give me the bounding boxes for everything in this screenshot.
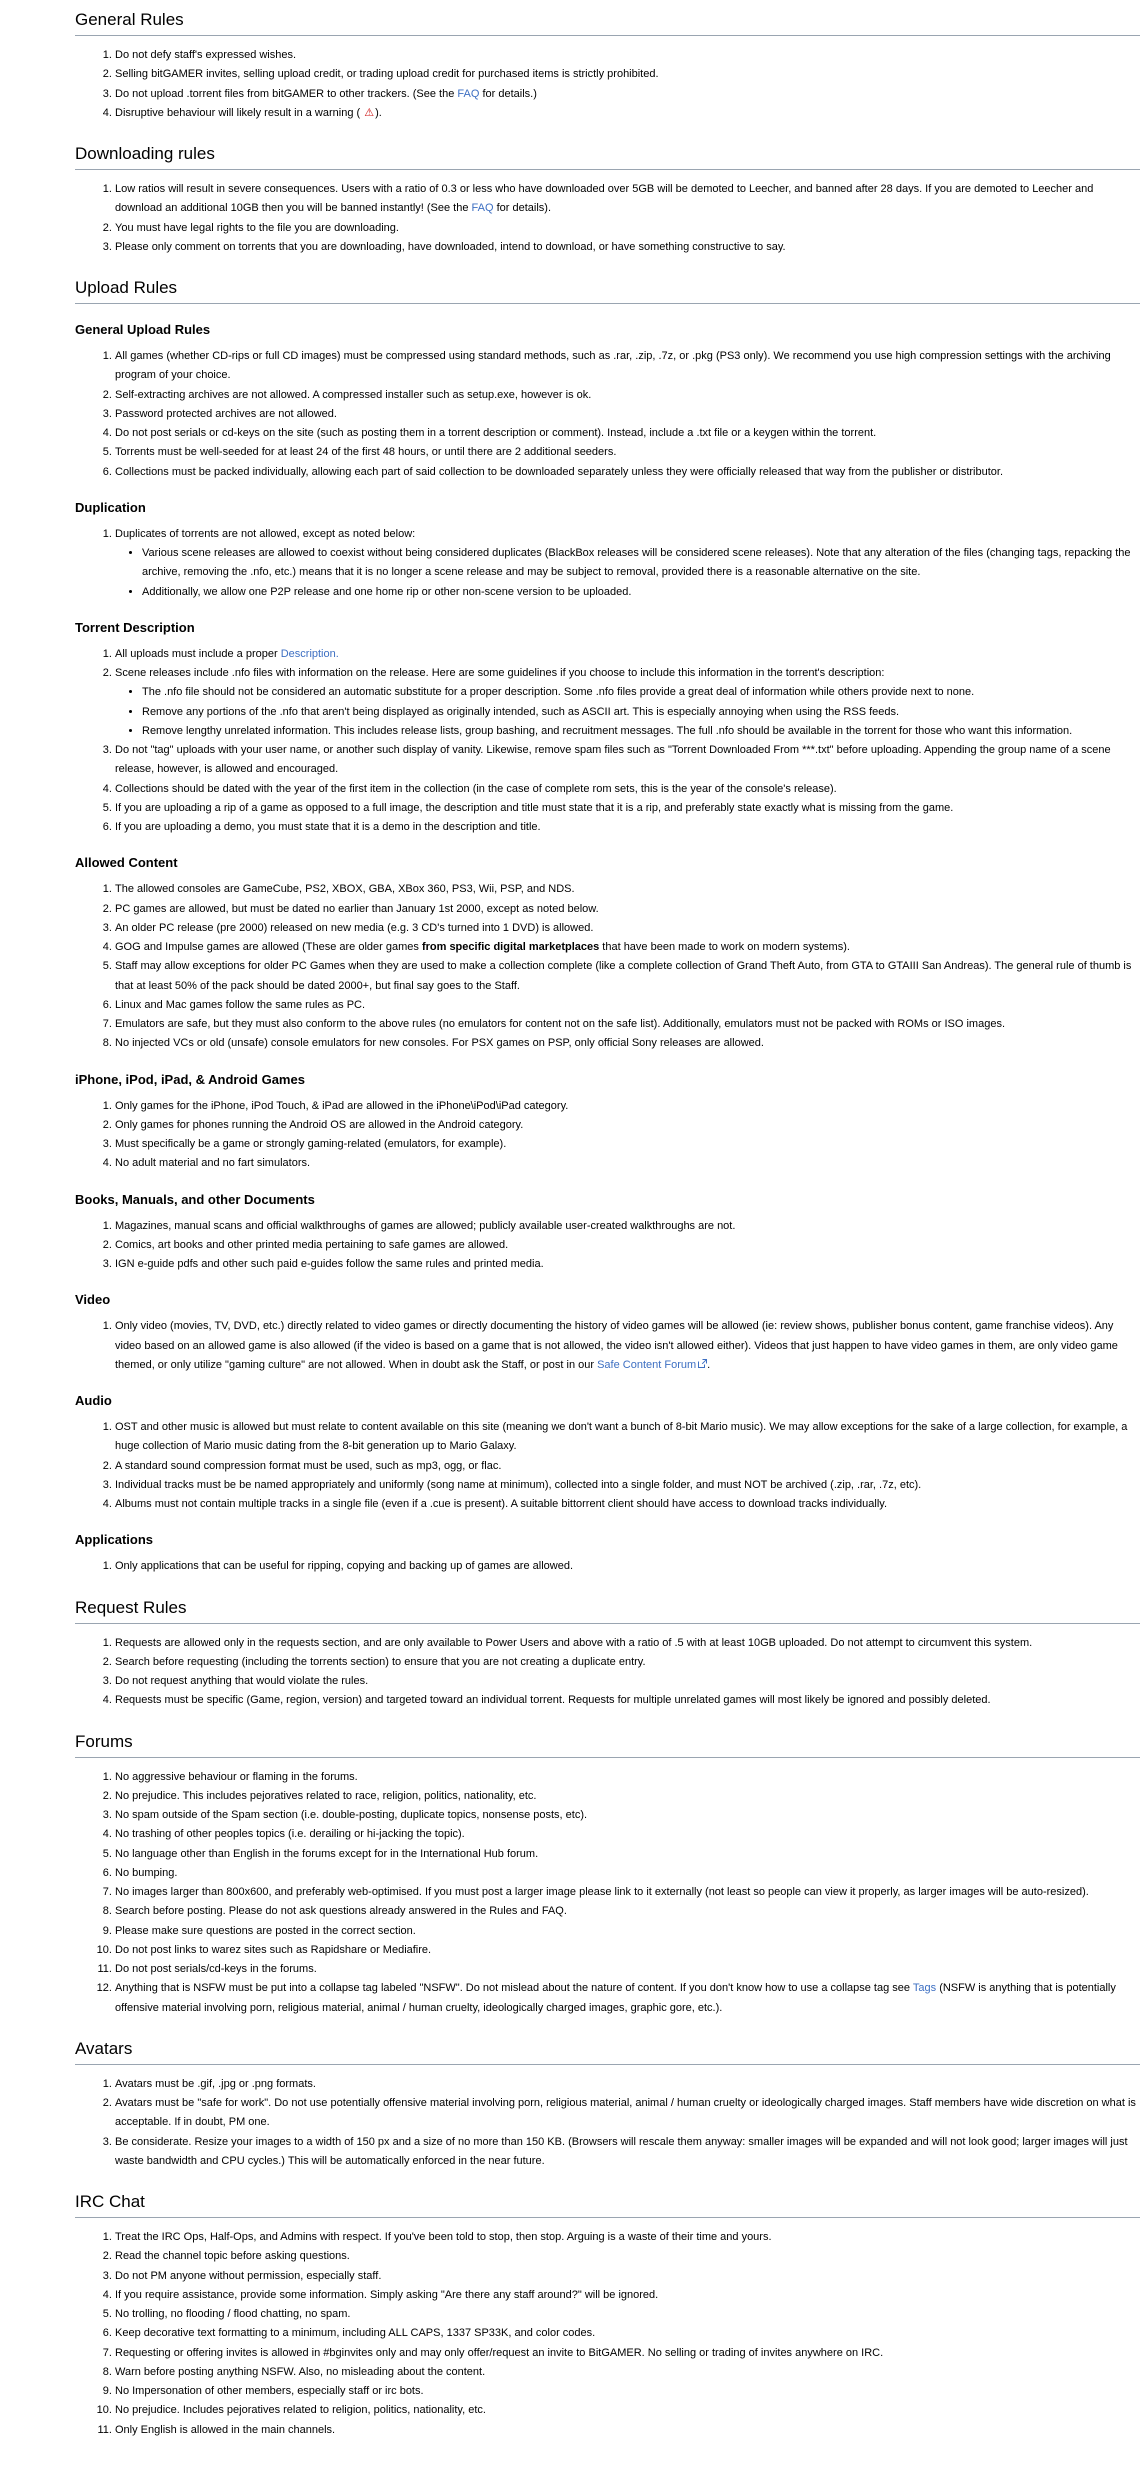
text-segment: Do not "tag" uploads with your user name, or another such display of vanity. Likewise, remove spam files such as "Torrent Downloaded From ***.txt" before uploading. Appending the group name of a scene release, however, is allowed and encouraged. [115, 744, 1111, 776]
rule-item [115, 347, 1140, 386]
sub-rule-list [115, 544, 1140, 602]
text-segment: Anything that is NSFW must be put into a collapse tag labeled "NSFW". Do not mislead about the nature of content. If you don't know how to use a collapse tag see [115, 1982, 913, 1995]
rule-item [115, 900, 1140, 919]
rule-item [115, 85, 1140, 104]
rule-item [115, 1941, 1140, 1960]
text-segment: Remove any portions of the .nfo that aren't being displayed as originally intended, such as ASCII art. This is especially annoying when using the RSS feeds. [142, 705, 900, 718]
rule-item [115, 463, 1140, 482]
text-segment: Selling bitGAMER invites, selling upload credit, or trading upload credit for purchased items is strictly prohibited. [115, 68, 659, 81]
rule-item [115, 2382, 1140, 2401]
sub-rule-item [142, 703, 1140, 722]
rule-item [115, 1034, 1140, 1053]
text-segment: Additionally, we allow one P2P release and one home rip or other non-scene version to be uploaded. [142, 585, 632, 598]
rule-item [115, 46, 1140, 65]
rule-item [115, 1557, 1140, 1576]
rule-item [115, 1768, 1140, 1787]
text-segment: An older PC release (pre 2000) released on new media (e.g. 3 CD's turned into 1 DVD) is allowed. [115, 921, 594, 934]
rule-item [115, 1902, 1140, 1921]
section-title-forums: Forums [75, 1732, 1140, 1758]
text-segment: No adult material and no fart simulators. [115, 1157, 311, 1170]
rule-item [115, 2363, 1140, 2382]
text-segment: Comics, art books and other printed media pertaining to safe games are allowed. [115, 1238, 509, 1251]
bold-text-segment: from specific digital marketplaces [421, 941, 600, 953]
text-segment: The allowed consoles are GameCube, PS2, XBOX, GBA, XBox 360, PS3, Wii, PSP, and NDS. [115, 883, 575, 896]
text-segment: Collections should be dated with the year of the first item in the collection (in the case of complete rom sets, this is the year of the console's release). [115, 782, 837, 795]
rule-item [115, 741, 1140, 780]
rule-item [115, 996, 1140, 1015]
text-segment: No Impersonation of other members, especially staff or irc bots. [115, 2385, 424, 2397]
text-segment: Only games for phones running the Android OS are allowed in the Android category. [115, 1118, 524, 1131]
rule-item [115, 1787, 1140, 1806]
rule-list-irc-chat [75, 2228, 1140, 2440]
text-segment: Password protected archives are not allowed. [115, 407, 337, 420]
text-segment: Please only comment on torrents that you are downloading, have downloaded, intend to download, or have something constructive to say. [115, 240, 786, 253]
text-segment: IGN e-guide pdfs and other such paid e-guides follow the same rules and printed media. [115, 1258, 544, 1270]
text-segment: PC games are allowed, but must be dated no earlier than January 1st 2000, except as noted below. [115, 902, 599, 915]
section-title-avatars: Avatars [75, 2039, 1140, 2065]
text-segment: Requests are allowed only in the requests section, and are only available to Power Users and above with a ratio of .5 with at least 10GB uploaded. Do not attempt to circumvent this system. [115, 1636, 1033, 1649]
text-segment: No aggressive behaviour or flaming in the forums. [115, 1770, 358, 1783]
external-link-icon [698, 1356, 707, 1375]
rule-item [115, 443, 1140, 462]
section-title-irc-chat: IRC Chat [75, 2192, 1140, 2218]
text-segment: Duplicates of torrents are not allowed, except as noted below: [115, 527, 416, 540]
rule-list-downloading-rules [75, 180, 1140, 257]
rule-item [115, 1097, 1140, 1116]
text-segment: No injected VCs or old (unsafe) console emulators for new consoles. For PSX games on PSP, only official Sony releases are allowed. [115, 1037, 764, 1050]
text-segment: Collections must be packed individually, allowing each part of said collection to be downloaded separately unless they were officially released that way from the publisher or distributor. [115, 465, 1004, 478]
rule-list-books-manuals-documents [75, 1217, 1140, 1275]
rule-item [115, 818, 1140, 837]
text-segment: Only applications that can be useful for ripping, copying and backing up of games are allowed. [115, 1560, 574, 1573]
text-segment: Albums must not contain multiple tracks in a single file (even if a .cue is present). A suitable bittorrent client should have access to download tracks individually. [115, 1498, 888, 1510]
rule-item [115, 938, 1140, 957]
section-title-iphone-ipod-ipad-android-games: iPhone, iPod, iPad, & Android Games [75, 1071, 305, 1087]
text-segment: Warn before posting anything NSFW. Also, no misleading about the content. [115, 2365, 486, 2378]
rule-item [115, 799, 1140, 818]
rule-item [115, 386, 1140, 405]
text-segment: Emulators are safe, but they must also conform to the above rules (no emulators for content not on the safe list). Additionally, emulators must not be packed with ROMs or ISO images. [115, 1018, 1005, 1030]
text-segment: Disruptive behaviour will likely result in a warning ( [115, 106, 364, 119]
rule-item [115, 2247, 1140, 2266]
rule-list-general-upload-rules [75, 347, 1140, 482]
text-segment: If you are uploading a demo, you must state that it is a demo in the description and title. [115, 821, 541, 833]
text-segment: No spam outside of the Spam section (i.e. double-posting, duplicate topics, nonsense posts, etc). [115, 1809, 588, 1821]
text-segment: No prejudice. This includes pejoratives related to race, religion, politics, nationality, etc. [115, 1789, 537, 1802]
text-segment: No bumping. [115, 1866, 178, 1879]
rule-item [115, 424, 1140, 443]
rule-item [115, 1317, 1140, 1375]
rule-item [115, 2324, 1140, 2343]
rule-item [115, 1255, 1140, 1274]
rule-item [115, 1806, 1140, 1825]
section-title-allowed-content: Allowed Content [75, 855, 178, 871]
rule-item [115, 1960, 1140, 1979]
text-segment: No images larger than 800x600, and preferably web-optimised. If you must post a larger image please link to it externally (not least so people can view it properly, as larger images will be auto-resized). [115, 1886, 1089, 1898]
rule-item [115, 2421, 1140, 2440]
rule-item [115, 919, 1140, 938]
text-segment: If you require assistance, provide some information. Simply asking "Are there any staff around?" will be ignored. [115, 2288, 659, 2301]
section-title-request-rules: Request Rules [75, 1598, 1140, 1624]
text-segment: Please make sure questions are posted in the correct section. [115, 1924, 416, 1937]
text-segment: Linux and Mac games follow the same rules as PC. [115, 998, 366, 1011]
text-segment: Individual tracks must be be named appropriately and uniformly (song name at minimum), collected into a single folder, and must NOT be archived (.zip, .rar, .7z, etc). [115, 1478, 922, 1491]
rule-item [115, 1236, 1140, 1255]
text-segment: The .nfo file should not be considered an automatic substitute for a proper description. Some .nfo files provide a great deal of information while others provide next to none. [142, 686, 975, 699]
rule-item [115, 2286, 1140, 2305]
text-segment: Do not post serials/cd-keys in the forums. [115, 1963, 317, 1975]
link-safe-content-forum[interactable]: Safe Content Forum [597, 1358, 697, 1371]
rule-item [115, 1883, 1140, 1902]
section-title-general-upload-rules: General Upload Rules [75, 322, 211, 337]
text-segment: Must specifically be a game or strongly gaming-related (emulators, for example). [115, 1138, 507, 1150]
rule-item [115, 1015, 1140, 1034]
text-segment: Only games for the iPhone, iPod Touch, & iPad are allowed in the iPhone\iPod\iPad category. [115, 1099, 569, 1112]
text-segment: OST and other music is allowed but must relate to content available on this site (meaning we don't want a bunch of 8-bit Mario music). We may allow exceptions for the sake of a large collection, for example, a huge collection of Mario music dating from the 8-bit generation up to Mario Galaxy. [115, 1421, 1128, 1453]
text-segment: No trashing of other peoples topics (i.e. derailing or hi-jacking the topic). [115, 1828, 465, 1841]
text-segment: Search before posting. Please do not ask questions already answered in the Rules and FAQ. [115, 1905, 567, 1918]
text-segment: No trolling, no flooding / flood chatting, no spam. [115, 2308, 351, 2320]
text-segment: No language other than English in the forums except for in the International Hub forum. [115, 1847, 539, 1860]
text-segment: for details). [493, 202, 552, 215]
rule-item [115, 2133, 1140, 2172]
rule-item [115, 1691, 1140, 1710]
rule-item [115, 1457, 1140, 1476]
text-segment: You must have legal rights to the file you are downloading. [115, 221, 399, 234]
link-faq[interactable]: FAQ [457, 87, 480, 100]
section-title-applications: Applications [75, 1532, 154, 1548]
rule-item [115, 1634, 1140, 1653]
rule-item [115, 180, 1140, 219]
rule-list-request-rules [75, 1634, 1140, 1711]
rule-item [115, 1154, 1140, 1173]
text-segment: Treat the IRC Ops, Half-Ops, and Admins with respect. If you've been told to stop, then stop. Arguing is a waste of their time and yours. [115, 2231, 772, 2243]
rule-item [115, 1672, 1140, 1691]
text-segment: All uploads must include a proper [115, 647, 281, 660]
rule-item [115, 405, 1140, 424]
text-segment: that have been made to work on modern systems). [599, 941, 850, 953]
sub-rule-list [115, 683, 1140, 741]
rule-item [115, 525, 1140, 602]
rule-item [115, 664, 1140, 741]
rule-list-applications [75, 1557, 1140, 1576]
text-segment: GOG and Impulse games are allowed (These are older games [115, 941, 422, 953]
link-tags[interactable]: Tags [912, 1982, 937, 1995]
text-segment: Low ratios will result in severe consequences. Users with a ratio of 0.3 or less who have downloaded over 5GB will be demoted to Leecher, and banned after 28 days. If you are demoted to Leecher and download an additional 10GB then you will be banned instantly! (See the [115, 183, 1094, 215]
rule-item [115, 2075, 1140, 2094]
text-segment: . [707, 1358, 711, 1371]
rule-item [115, 2344, 1140, 2363]
rule-list-iphone-ipod-ipad-android-games [75, 1097, 1140, 1174]
warning-icon: ⚠ [364, 106, 375, 119]
text-segment: Magazines, manual scans and official walkthroughs of games are allowed; publicly available user-created walkthroughs are not. [115, 1219, 736, 1232]
rule-item [115, 65, 1140, 84]
rule-item [115, 1922, 1140, 1941]
sub-rule-item [142, 544, 1140, 583]
rule-item [115, 1845, 1140, 1864]
text-segment: Do not defy staff's expressed wishes. [115, 49, 297, 61]
rule-item [115, 880, 1140, 899]
rule-item [115, 1418, 1140, 1457]
link-faq[interactable]: FAQ [471, 202, 494, 215]
rule-list-allowed-content [75, 880, 1140, 1053]
rule-list-video [75, 1317, 1140, 1375]
sub-rule-item [142, 683, 1140, 702]
text-segment: Do not upload .torrent files from bitGAMER to other trackers. (See the [115, 87, 458, 100]
section-title-upload-rules: Upload Rules [75, 278, 1140, 304]
text-segment: Scene releases include .nfo files with information on the release. Here are some guidelines if you choose to include this information in the torrent's description: [115, 667, 885, 679]
rule-item [115, 957, 1140, 996]
text-segment: Do not PM anyone without permission, especially staff. [115, 2269, 382, 2282]
text-segment: Requests must be specific (Game, region, version) and targeted toward an individual torrent. Requests for multiple unrelated games will most likely be ignored and possibly deleted. [115, 1694, 991, 1707]
rule-item [115, 1979, 1140, 2018]
section-title-torrent-description: Torrent Description [75, 619, 195, 635]
text-segment: A standard sound compression format must be used, such as mp3, ogg, or flac. [115, 1459, 502, 1472]
text-segment: Do not request anything that would violate the rules. [115, 1675, 369, 1687]
text-segment: Only video (movies, TV, DVD, etc.) directly related to video games or directly documenting the history of video games will be allowed (ie: review shows, publisher bonus content, game franchise videos). Any video based on an allowed game is also allowed (if the video is based on a game that is not allowed, the video isn't allowed either). Videos that just happen to have video games in them, are only video game themed, or only utilize "gaming culture" are not allowed. When in doubt ask the Staff, or post in our [115, 1320, 1118, 1371]
rule-list-torrent-description [75, 645, 1140, 838]
section-title-duplication: Duplication [75, 499, 146, 515]
section-title-books-manuals-documents: Books, Manuals, and other Documents [75, 1191, 315, 1207]
rule-list-duplication [75, 525, 1140, 602]
section-title-general-rules: General Rules [75, 10, 1140, 36]
rule-item [115, 1116, 1140, 1135]
rule-item [115, 2267, 1140, 2286]
text-segment: Self-extracting archives are not allowed. A compressed installer such as setup.exe, however is ok. [115, 388, 592, 401]
text-segment: ). [375, 106, 382, 119]
rule-item [115, 780, 1140, 799]
section-title-video: Video [75, 1292, 111, 1308]
text-segment: Remove lengthy unrelated information. This includes release lists, group bashing, and recruitment messages. The full .nfo should be available in the torrent for those who want this information. [142, 724, 1073, 737]
sub-rule-item [142, 722, 1140, 741]
rule-item [115, 2094, 1140, 2133]
rule-list-forums [75, 1768, 1140, 2018]
section-title-audio: Audio [75, 1393, 112, 1408]
rule-item [115, 645, 1140, 664]
text-segment: Do not post serials or cd-keys on the site (such as posting them in a torrent description or comment). Instead, include a .txt file or a keygen within the torrent. [115, 427, 877, 439]
rule-list-avatars [75, 2075, 1140, 2171]
text-segment: Various scene releases are allowed to coexist without being considered duplicates (BlackBox releases will be considered scene releases). Note that any alteration of the files (changing tags, repacking the archive, removing the .nfo, etc.) means that it is no longer a scene release and may be subject to removal, provided there is a reasonable alternative on the site. [142, 547, 1131, 579]
text-segment: Be considerate. Resize your images to a width of 150 px and a size of no more than 150 KB. (Browsers will rescale them anyway: smaller images will be expanded and will not look good; larger images will just waste bandwidth and CPU cycles.) This will be automatically enforced in the near future. [115, 2135, 1128, 2167]
text-segment: (NSFW is anything that is potentially offensive material involving porn, religious material, animal / human cruelty, ideologically charged images, graphic gore, etc.). [115, 1982, 1116, 2014]
text-segment: Keep decorative text formatting to a minimum, including ALL CAPS, 1337 SP33K, and color codes. [115, 2327, 596, 2340]
rule-item [115, 1476, 1140, 1495]
text-segment: Avatars must be "safe for work". Do not use potentially offensive material involving porn, religious material, animal / human cruelty or ideologically charged images. Staff members have wide discretion on what is acceptable. If in doubt, PM one. [115, 2097, 1136, 2129]
text-segment: Read the channel topic before asking questions. [115, 2250, 350, 2263]
rule-item [115, 238, 1140, 257]
rule-item [115, 104, 1140, 123]
text-segment: for details.) [479, 87, 537, 100]
rule-item [115, 1217, 1140, 1236]
link-description[interactable]: Description. [280, 647, 339, 660]
rule-item [115, 1653, 1140, 1672]
sub-rule-item [142, 583, 1140, 602]
text-segment: No prejudice. Includes pejoratives related to religion, politics, nationality, etc. [115, 2404, 486, 2417]
text-segment: Search before requesting (including the torrents section) to ensure that you are not creating a duplicate entry. [115, 1655, 646, 1668]
rule-list-audio [75, 1418, 1140, 1514]
rule-item [115, 1825, 1140, 1844]
text-segment: Requesting or offering invites is allowed in #bginvites only and may only offer/request an invite to BitGAMER. No selling or trading of invites anywhere on IRC. [115, 2346, 884, 2359]
text-segment: Staff may allow exceptions for older PC Games when they are used to make a collection complete (like a complete collection of Grand Theft Auto, from GTA to GTAIII San Andreas). The general rule of thumb is that at least 50% of the pack should be dated 2000+, but final say goes to the Staff. [115, 960, 1132, 992]
section-title-downloading-rules: Downloading rules [75, 144, 1140, 170]
text-segment: Do not post links to warez sites such as Rapidshare or Mediafire. [115, 1943, 432, 1956]
rule-list-general-rules [75, 46, 1140, 123]
text-segment: If you are uploading a rip of a game as opposed to a full image, the description and title must state that it is a rip, and preferably state exactly what is missing from the game. [115, 801, 954, 814]
rule-item [115, 2228, 1140, 2247]
rule-item [115, 2401, 1140, 2420]
text-segment: Avatars must be .gif, .jpg or .png formats. [115, 2077, 316, 2090]
text-segment: Torrents must be well-seeded for at least 24 of the first 48 hours, or until there are 2 additional seeders. [115, 446, 617, 459]
rule-item [115, 1135, 1140, 1154]
text-segment: All games (whether CD-rips or full CD images) must be compressed using standard methods, such as .rar, .zip, .7z, or .pkg (PS3 only). We recommend you use high compression settings with the archiving program of your choice. [115, 350, 1111, 382]
text-segment: Only English is allowed in the main channels. [115, 2423, 336, 2436]
rule-item [115, 1864, 1140, 1883]
rule-item [115, 219, 1140, 238]
rule-item [115, 2305, 1140, 2324]
rule-item [115, 1495, 1140, 1514]
